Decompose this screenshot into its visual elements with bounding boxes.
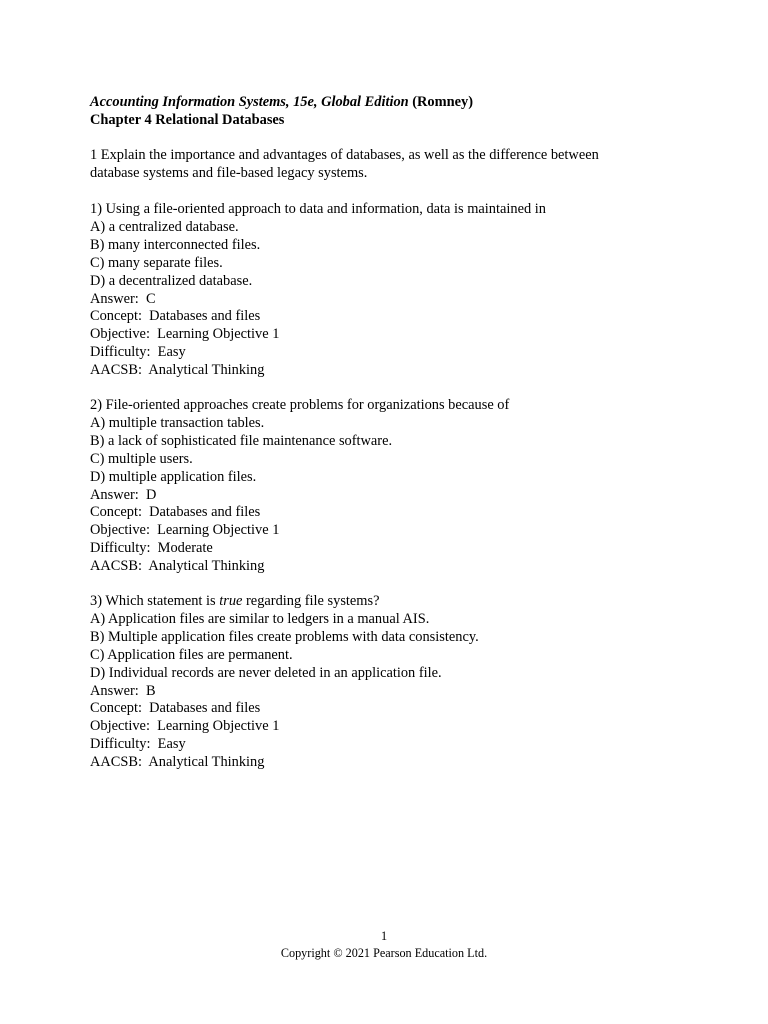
stem-after: regarding file systems?	[242, 593, 380, 609]
stem-emphasis: true	[219, 593, 243, 609]
book-title-line	[90, 94, 473, 112]
aacsb: AACSB: Analytical Thinking	[90, 362, 265, 379]
concept: Concept: Databases and files	[90, 700, 261, 717]
page-number: 1	[380, 929, 388, 943]
aacsb: AACSB: Analytical Thinking	[90, 558, 265, 575]
book-title: Accounting Information Systems, 15e, Global Edition	[90, 94, 409, 110]
difficulty: Difficulty: Easy	[90, 344, 186, 361]
question-1	[90, 201, 690, 380]
concept: Concept: Databases and files	[90, 308, 261, 325]
answer: Answer: D	[90, 486, 157, 503]
option-b: B) a lack of sophisticated file maintenance software.	[90, 432, 393, 449]
objective: Objective: Learning Objective 1	[90, 522, 280, 539]
document-header	[90, 94, 473, 130]
objective: Objective: Learning Objective 1	[90, 326, 280, 343]
question-stem: 1) Using a file-oriented approach to data and information, data is maintained in	[90, 201, 546, 217]
option-a: A) Application files are similar to ledgers in a manual AIS.	[90, 610, 430, 627]
aacsb: AACSB: Analytical Thinking	[90, 754, 265, 771]
option-a: A) a centralized database.	[90, 218, 239, 235]
option-d: D) multiple application files.	[90, 468, 257, 485]
question-3	[90, 593, 690, 772]
page-footer	[0, 928, 768, 962]
question-stem: 2) File-oriented approaches create problems for organizations because of	[90, 397, 510, 413]
question-2	[90, 397, 690, 576]
concept: Concept: Databases and files	[90, 504, 261, 521]
option-d: D) a decentralized database.	[90, 272, 253, 289]
answer: Answer: B	[90, 682, 156, 699]
option-d: D) Individual records are never deleted in an application file.	[90, 664, 442, 681]
difficulty: Difficulty: Moderate	[90, 540, 213, 557]
option-c: C) Application files are permanent.	[90, 646, 293, 663]
option-b: B) many interconnected files.	[90, 236, 261, 253]
option-c: C) multiple users.	[90, 450, 193, 467]
answer: Answer: C	[90, 290, 156, 307]
objective: Objective: Learning Objective 1	[90, 718, 280, 735]
option-a: A) multiple transaction tables.	[90, 414, 265, 431]
book-author: (Romney)	[408, 94, 473, 110]
option-b: B) Multiple application files create problems with data consistency.	[90, 628, 479, 645]
difficulty: Difficulty: Easy	[90, 736, 186, 753]
option-c: C) many separate files.	[90, 254, 223, 271]
copyright-notice: Copyright © 2021 Pearson Education Ltd.	[280, 946, 488, 960]
stem-before: 3) Which statement is	[90, 593, 220, 609]
question-stem	[90, 593, 690, 611]
chapter-title: Chapter 4 Relational Databases	[90, 111, 285, 128]
learning-objective-intro: 1 Explain the importance and advantages of databases, as well as the difference between database systems and file-based legacy systems.	[90, 147, 599, 181]
